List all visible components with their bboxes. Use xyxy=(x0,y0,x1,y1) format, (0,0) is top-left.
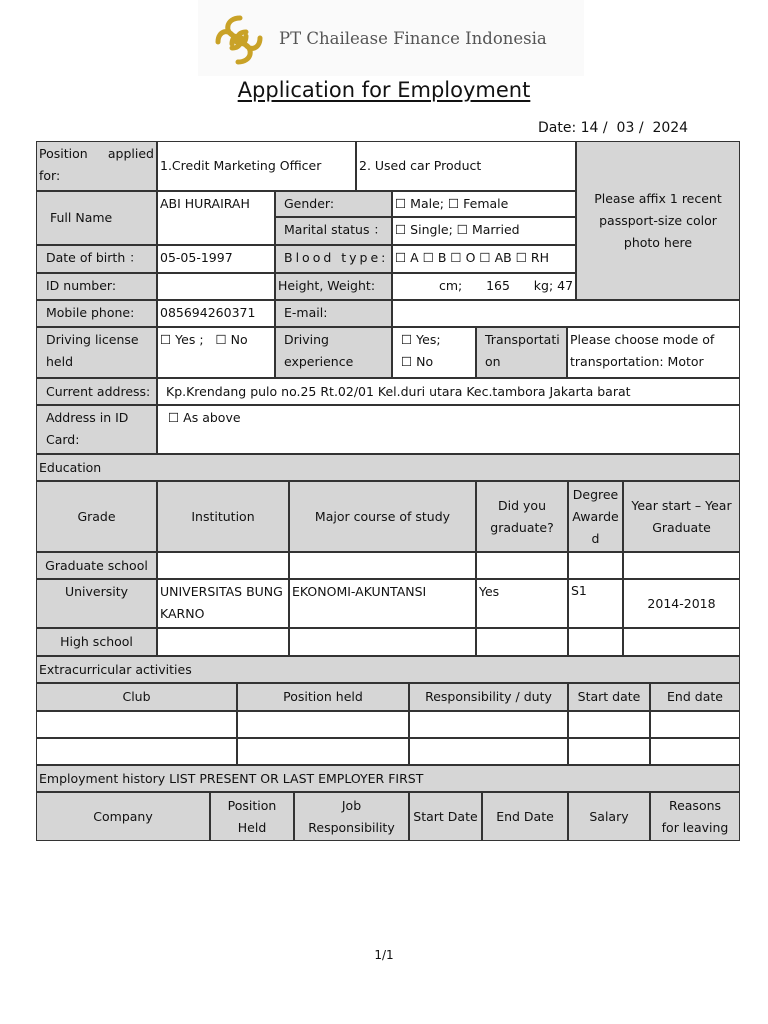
id-number-value[interactable] xyxy=(157,273,275,300)
driving-license-options[interactable]: ☐ Yes ; ☐ No xyxy=(157,327,275,378)
chailease-logo-icon xyxy=(210,12,268,68)
id-number-label: ID number: xyxy=(36,273,157,300)
education-row-label: University xyxy=(36,579,157,628)
gender-label: Gender: xyxy=(275,191,392,217)
mobile-value[interactable]: 085694260371 xyxy=(157,300,275,327)
education-cell[interactable]: UNIVERSITAS BUNG KARNO xyxy=(157,579,289,628)
date-label: Date: xyxy=(538,120,577,136)
driving-license-label: Driving license held xyxy=(36,327,157,378)
education-cell[interactable] xyxy=(157,628,289,656)
education-row-label: High school xyxy=(36,628,157,656)
extracurricular-cell[interactable] xyxy=(568,711,650,738)
extracurricular-cell[interactable] xyxy=(36,738,237,765)
full-name-label: Full Name xyxy=(36,191,157,245)
current-address-value[interactable]: Kp.Krendang pulo no.25 Rt.02/01 Kel.duri utara Kec.tambora Jakarta barat xyxy=(157,378,740,405)
id-address-value[interactable]: ☐ As above xyxy=(157,405,740,454)
dob-value[interactable]: 05-05-1997 xyxy=(157,245,275,273)
marital-options[interactable]: ☐ Single; ☐ Married xyxy=(392,217,576,245)
education-cell[interactable] xyxy=(476,628,568,656)
employment-header-position: Position Held xyxy=(210,792,294,841)
position-label: Position applied for: xyxy=(36,141,157,191)
current-address-label: Current address: xyxy=(36,378,157,405)
education-cell[interactable] xyxy=(623,552,740,579)
education-header-institution: Institution xyxy=(157,481,289,552)
education-section-title: Education xyxy=(36,454,740,481)
email-label: E-mail: xyxy=(275,300,392,327)
extracurricular-cell[interactable] xyxy=(650,738,740,765)
date-sep: / xyxy=(638,120,644,136)
extracurricular-section-title: Extracurricular activities xyxy=(36,656,740,683)
education-cell[interactable]: 2014-2018 xyxy=(623,579,740,628)
extracurricular-cell[interactable] xyxy=(409,711,568,738)
education-cell[interactable] xyxy=(568,552,623,579)
page-number: 1/1 xyxy=(374,948,394,962)
height-weight-label: Height, Weight: xyxy=(275,273,392,300)
education-cell[interactable] xyxy=(476,552,568,579)
extracurricular-cell[interactable] xyxy=(650,711,740,738)
blood-type-label: Blood type: xyxy=(275,245,392,273)
education-cell[interactable]: EKONOMI-AKUNTANSI xyxy=(289,579,476,628)
driving-experience-label: Driving experience xyxy=(275,327,392,378)
employment-header-end: End Date xyxy=(482,792,568,841)
extracurricular-cell[interactable] xyxy=(36,711,237,738)
driving-experience-options[interactable] xyxy=(392,327,476,378)
email-value[interactable] xyxy=(392,300,740,327)
employment-header-start: Start Date xyxy=(409,792,482,841)
date-line xyxy=(538,120,688,136)
dob-label: Date of birth ： xyxy=(36,245,157,273)
education-cell[interactable] xyxy=(623,628,740,656)
date-day: 14 xyxy=(580,120,599,136)
education-cell[interactable]: Yes xyxy=(476,579,568,628)
date-sep: / xyxy=(602,120,608,136)
full-name-value[interactable]: ABI HURAIRAH xyxy=(157,191,275,245)
page-title: Application for Employment xyxy=(237,78,531,102)
education-header-years: Year start – Year Graduate xyxy=(623,481,740,552)
extracurricular-header-start: Start date xyxy=(568,683,650,711)
education-row-label: Graduate school xyxy=(36,552,157,579)
marital-label: Marital status ： xyxy=(275,217,392,245)
education-cell[interactable]: S1 xyxy=(568,579,623,628)
mobile-label: Mobile phone: xyxy=(36,300,157,327)
height-weight-value[interactable]: cm; 165 kg; 47 xyxy=(392,273,576,300)
employment-header-salary: Salary xyxy=(568,792,650,841)
driving-experience-no[interactable]: ☐ No xyxy=(401,354,434,369)
education-header-graduated: Did you graduate? xyxy=(476,481,568,552)
extracurricular-header-responsibility: Responsibility / duty xyxy=(409,683,568,711)
employment-header-company: Company xyxy=(36,792,210,841)
employment-section-title: Employment history LIST PRESENT OR LAST EMPLOYER FIRST xyxy=(36,765,740,792)
education-cell[interactable] xyxy=(289,628,476,656)
extracurricular-cell[interactable] xyxy=(237,711,409,738)
employment-header-responsibility: Job Responsibility xyxy=(294,792,409,841)
extracurricular-cell[interactable] xyxy=(568,738,650,765)
gender-options[interactable]: ☐ Male; ☐ Female xyxy=(392,191,576,217)
position-1: 1.Credit Marketing Officer xyxy=(157,141,356,191)
date-year: 2024 xyxy=(652,120,689,136)
application-form xyxy=(36,141,740,841)
photo-box: Please affix 1 recent passport-size color photo here xyxy=(576,141,740,300)
transportation-label: Transportation xyxy=(476,327,567,378)
education-header-degree: Degree Awarded xyxy=(568,481,623,552)
education-header-major: Major course of study xyxy=(289,481,476,552)
extracurricular-header-position: Position held xyxy=(237,683,409,711)
blood-type-options[interactable]: ☐ A ☐ B ☐ O ☐ AB ☐ RH xyxy=(392,245,576,273)
extracurricular-cell[interactable] xyxy=(237,738,409,765)
education-cell[interactable] xyxy=(157,552,289,579)
driving-experience-yes[interactable]: ☐ Yes; xyxy=(401,332,441,347)
date-month: 03 xyxy=(616,120,635,136)
education-cell[interactable] xyxy=(289,552,476,579)
education-cell[interactable] xyxy=(568,628,623,656)
extracurricular-header-club: Club xyxy=(36,683,237,711)
extracurricular-header-end: End date xyxy=(650,683,740,711)
position-2: 2. Used car Product xyxy=(356,141,576,191)
transportation-value[interactable]: Please choose mode of transportation: Motor xyxy=(567,327,740,378)
extracurricular-cell[interactable] xyxy=(409,738,568,765)
employment-header-reasons: Reasons for leaving xyxy=(650,792,740,841)
education-header-grade: Grade xyxy=(36,481,157,552)
id-address-label: Address in ID Card: xyxy=(36,405,157,454)
company-name: PT Chailease Finance Indonesia xyxy=(279,29,547,48)
